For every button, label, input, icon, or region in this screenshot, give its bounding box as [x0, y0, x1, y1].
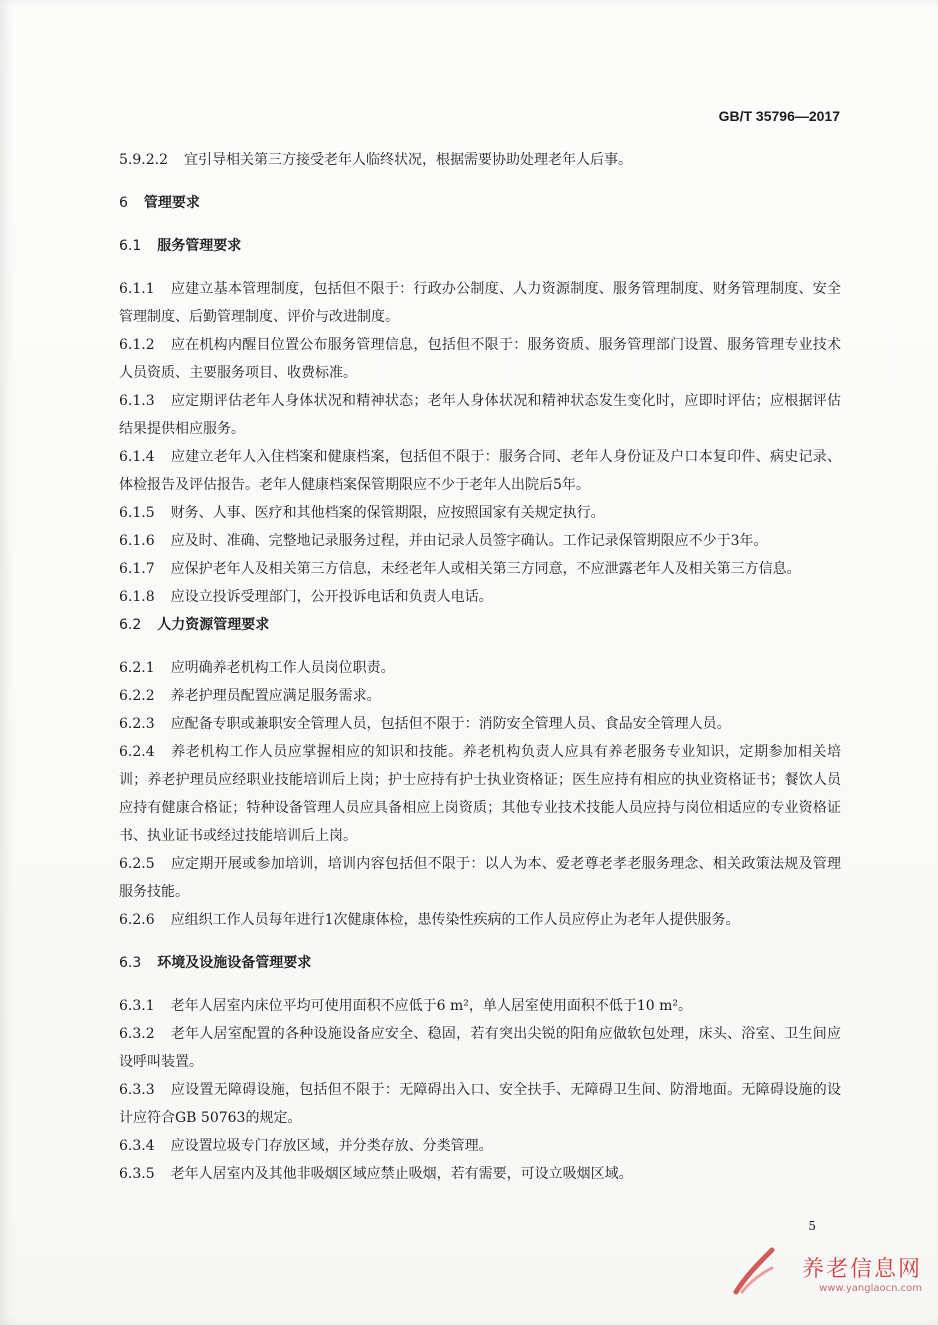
clause-6-2-2: 6.2.2 养老护理员配置应满足服务需求。 [119, 688, 381, 704]
section-6-1-heading: 6.1 服务管理要求 [119, 238, 242, 254]
clause-6-1-7: 6.1.7 应保护老年人及相关第三方信息，未经老年人或相关第三方同意，不应泄露老年人及相关第三方信息。 [119, 561, 801, 577]
clause-6-3-2: 6.3.2 老年人居室配置的各种设施设备应安全、稳固，若有突出尖锐的阳角应做软包处理，床头、浴室、卫生间应设呼叫装置。 [119, 1026, 841, 1070]
clause-6-3-5: 6.3.5 老年人居室内及其他非吸烟区域应禁止吸烟，若有需要，可设立吸烟区域。 [119, 1166, 633, 1182]
document-body [119, 146, 841, 1188]
section-6-3-heading: 6.3 环境及设施设备管理要求 [119, 955, 312, 971]
watermark-logo-icon [732, 1246, 776, 1296]
clause-6-2-6: 6.2.6 应组织工作人员每年进行1次健康体检，患传染性疾病的工作人员应停止为老年人提供服务。 [119, 912, 740, 928]
clause-6-3-1: 6.3.1 老年人居室内床位平均可使用面积不应低于6 m²，单人居室使用面积不低于10 m²。 [119, 998, 693, 1014]
clause-6-1-8: 6.1.8 应设立投诉受理部门，公开投诉电话和负责人电话。 [119, 589, 493, 605]
clause-6-1-6: 6.1.6 应及时、准确、完整地记录服务过程，并由记录人员签字确认。工作记录保管期限应不少于3年。 [119, 533, 768, 549]
clause-6-1-4: 6.1.4 应建立老年人入住档案和健康档案，包括但不限于：服务合同、老年人身份证及户口本复印件、病史记录、体检报告及评估报告。老年人健康档案保管期限应不少于老年人出院后5年。 [119, 449, 841, 493]
standard-code: GB/T 35796—2017 [718, 108, 840, 124]
clause-6-2-3: 6.2.3 应配备专职或兼职安全管理人员，包括但不限于：消防安全管理人员、食品安全管理人员。 [119, 716, 731, 732]
clause-6-2-4: 6.2.4 养老机构工作人员应掌握相应的知识和技能。养老机构负责人应具有养老服务专业知识，定期参加相关培训；养老护理员应经职业技能培训后上岗；护士应持有护士执业资格证；医生应持有相应的执业资格证书；餐饮人员应持有健康合格证；特种设备管理人员应具备相应上岗资质；其他专业技术技能人员应持与岗位相适应的专业资格证书、执业证书或经过技能培训后上岗。 [119, 744, 841, 844]
section-6-heading: 6 管理要求 [119, 195, 200, 211]
watermark [802, 1252, 922, 1294]
section-6-2-heading: 6.2 人力资源管理要求 [119, 617, 270, 633]
clause-6-1-1: 6.1.1 应建立基本管理制度，包括但不限于：行政办公制度、人力资源制度、服务管理制度、财务管理制度、安全管理制度、后勤管理制度、评价与改进制度。 [119, 281, 841, 325]
clause-6-2-5: 6.2.5 应定期开展或参加培训，培训内容包括但不限于：以人为本、爱老尊老孝老服务理念、相关政策法规及管理服务技能。 [119, 856, 841, 900]
page-number: 5 [808, 1219, 816, 1233]
clause-6-1-5: 6.1.5 财务、人事、医疗和其他档案的保管期限，应按照国家有关规定执行。 [119, 505, 605, 521]
clause-6-1-2: 6.1.2 应在机构内醒目位置公布服务管理信息，包括但不限于：服务资质、服务管理部门设置、服务管理专业技术人员资质、主要服务项目、收费标准。 [119, 337, 841, 381]
clause-5-9-2-2: 5.9.2.2 宜引导相关第三方接受老年人临终状况，根据需要协助处理老年人后事。 [119, 152, 632, 168]
watermark-url: www.yanglaocn.com [819, 1283, 922, 1294]
clause-6-1-3: 6.1.3 应定期评估老年人身体状况和精神状态；老年人身体状况和精神状态发生变化时，应即时评估；应根据评估结果提供相应服务。 [119, 393, 841, 437]
watermark-title: 养老信息网 [801, 1257, 922, 1282]
clause-6-3-3: 6.3.3 应设置无障碍设施，包括但不限于：无障碍出入口、安全扶手、无障碍卫生间、防滑地面。无障碍设施的设计应符合GB 50763的规定。 [119, 1082, 841, 1126]
clause-6-2-1: 6.2.1 应明确养老机构工作人员岗位职责。 [119, 660, 395, 676]
clause-6-3-4: 6.3.4 应设置垃圾专门存放区域，并分类存放、分类管理。 [119, 1138, 493, 1154]
